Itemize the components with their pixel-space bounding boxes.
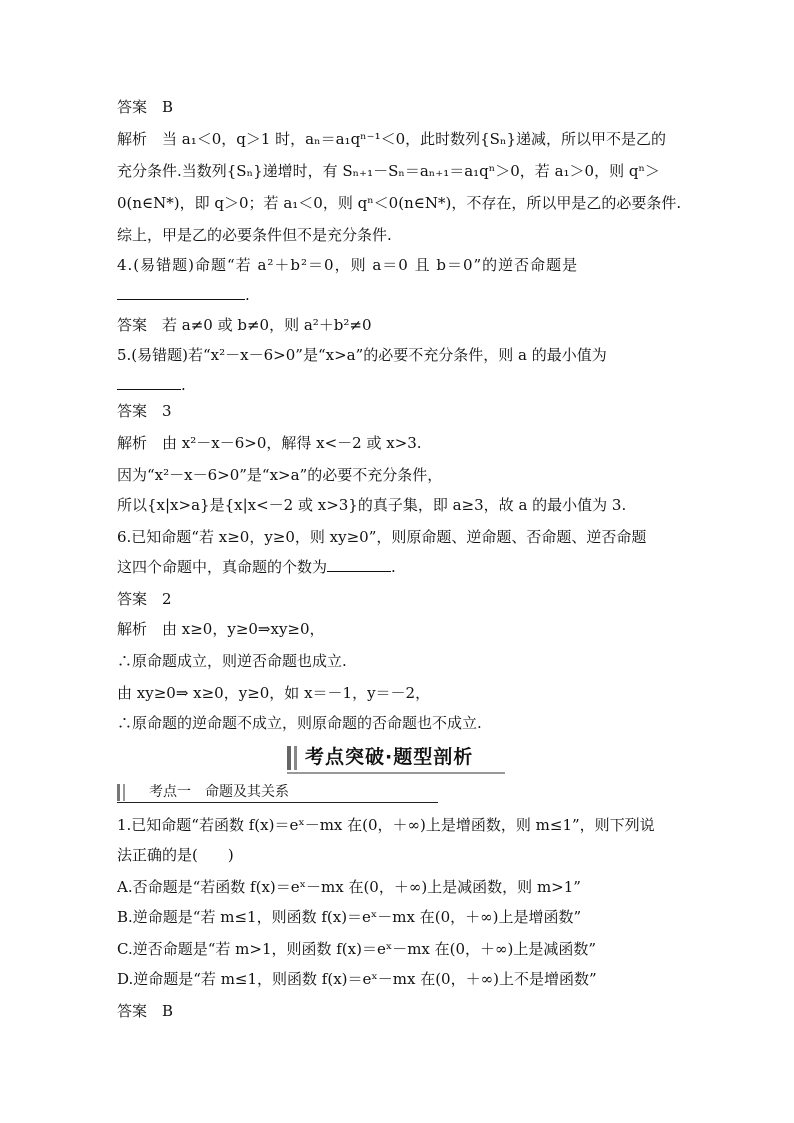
period: . xyxy=(245,286,250,304)
analysis-line: 解析 由 x²－x－6>0，解得 x<－2 或 x>3. xyxy=(117,434,422,452)
banner-bar-icon xyxy=(294,746,297,770)
option-d: D.逆命题是“若 m≤1，则函数 f(x)＝eˣ－mx 在(0，＋∞)上不是增函数” xyxy=(117,970,597,988)
analysis-line: 综上，甲是乙的必要条件但不是充分条件. xyxy=(117,226,392,244)
blank-line xyxy=(117,280,682,310)
analysis-line: ∴原命题的逆命题不成立，则原命题的否命题也不成立. xyxy=(117,714,482,732)
heading-bar-icon xyxy=(123,784,125,801)
analysis-line: 所以{x|x>a}是{x|x<－2 或 x>3}的真子集，即 a≥3，故 a 的最小值为 3. xyxy=(117,496,627,514)
option-c: C.逆否命题是“若 m>1，则函数 f(x)＝eˣ－mx 在(0，＋∞)上是减函数” xyxy=(117,940,597,958)
analysis-line: 因为“x²－x－6>0”是“x>a”的必要不充分条件， xyxy=(117,466,443,484)
question-1: 1.已知命题“若函数 f(x)＝eˣ－mx 在(0，＋∞)上是增函数，则 m≤1”，则下列说 xyxy=(117,816,655,834)
analysis-line: 解析 由 x≥0，y≥0⇒xy≥0， xyxy=(117,620,325,638)
period: . xyxy=(391,558,396,576)
period: . xyxy=(181,376,186,394)
section-banner xyxy=(287,742,505,774)
answer-line: 答案 2 xyxy=(117,590,172,608)
answer-line: 答案 B xyxy=(117,1002,174,1020)
question-6: 6.已知命题“若 x≥0，y≥0，则 xy≥0”，则原命题、逆命题、否命题、逆否命题 xyxy=(117,528,647,546)
answer-line: 答案 若 a≠0 或 b≠0，则 a²＋b²≠0 xyxy=(117,316,372,334)
analysis-line: 0(n∈N*)，即 q＞0；若 a₁＜0，则 qⁿ＜0(n∈N*)，不存在，所以甲是乙的必要条件. xyxy=(117,194,682,212)
option-a: A.否命题是“若函数 f(x)＝eˣ－mx 在(0，＋∞)上是减函数，则 m>1” xyxy=(117,878,581,896)
question-4: 4.(易错题)命题“若 a²＋b²＝0，则 a＝0 且 b＝0”的逆否命题是 xyxy=(117,256,579,274)
banner-bar-icon xyxy=(287,746,291,770)
option-b: B.逆命题是“若 m≤1，则函数 f(x)＝eˣ－mx 在(0，＋∞)上是增函数” xyxy=(117,908,582,926)
analysis-line: ∴原命题成立，则逆否命题也成立. xyxy=(117,652,347,670)
subsection-heading xyxy=(117,782,438,803)
analysis-line: 解析 当 a₁＜0，q＞1 时，aₙ＝a₁qⁿ⁻¹＜0，此时数列{Sₙ}递减，所以甲不是乙的 xyxy=(117,130,666,148)
analysis-line: 由 xy≥0⇒ x≥0，y≥0，如 x＝－1，y＝－2， xyxy=(117,684,431,702)
question-1-cont: 法正确的是( ) xyxy=(117,846,234,864)
answer-line: 答案 B xyxy=(117,98,174,116)
answer-blank xyxy=(117,373,181,390)
section-title: 考点突破·题型剖析 xyxy=(305,746,474,768)
question-text: 这四个命题中，真命题的个数为 xyxy=(117,558,328,576)
question-6-cont xyxy=(117,552,682,582)
subsection-title: 考点一 命题及其关系 xyxy=(149,784,289,800)
heading-bar-icon xyxy=(117,784,120,801)
analysis-line: 充分条件.当数列{Sₙ}递增时，有 Sₙ₊₁－Sₙ＝aₙ₊₁＝a₁qⁿ＞0，若 a₁＞0，则 qⁿ＞ xyxy=(117,162,660,180)
answer-line: 答案 3 xyxy=(117,402,172,420)
answer-blank xyxy=(117,283,245,300)
question-5: 5.(易错题)若“x²－x－6>0”是“x>a”的必要不充分条件，则 a 的最小值为 xyxy=(117,346,607,364)
answer-blank xyxy=(327,555,391,572)
